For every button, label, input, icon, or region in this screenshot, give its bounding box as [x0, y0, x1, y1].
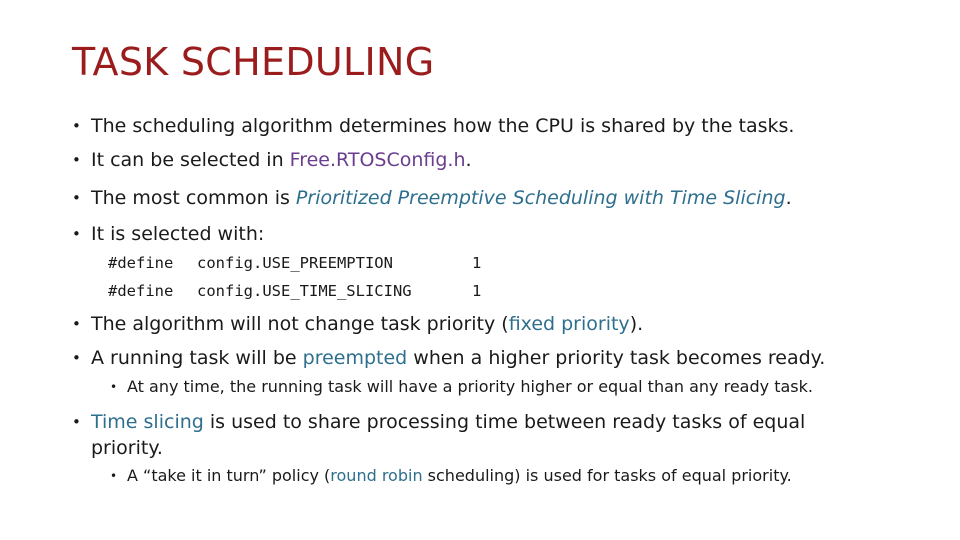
- bullet-marker: •: [72, 349, 81, 367]
- bullet-marker: •: [72, 225, 81, 243]
- scheduling-type-highlight: Prioritized Preemptive Scheduling with Time Slicing: [295, 187, 786, 209]
- bullet-fixed-priority: [91, 312, 643, 336]
- bullet-text: It can be selected in: [91, 149, 290, 171]
- bullet-text: ).: [629, 313, 644, 335]
- time-slicing-highlight: Time slicing: [91, 411, 204, 433]
- code-macro-value: 1: [472, 254, 482, 272]
- bullet-text: .: [465, 149, 472, 171]
- bullet-most-common: [91, 186, 792, 210]
- bullet-text: is used to share processing time between ready tasks of equal: [203, 411, 806, 433]
- code-macro-name: config.USE_PREEMPTION: [197, 254, 393, 272]
- slide-title: TASK SCHEDULING: [72, 40, 435, 84]
- sub-bullet-marker: •: [110, 380, 118, 394]
- bullet-marker: •: [72, 117, 81, 135]
- bullet-marker: •: [72, 315, 81, 333]
- sub-bullet-running-task: At any time, the running task will have a priority higher or equal than any ready task.: [127, 377, 813, 396]
- round-robin-highlight: round robin: [330, 466, 423, 485]
- sub-bullet-marker: •: [110, 469, 118, 483]
- bullet-text: .: [785, 187, 792, 209]
- bullet-time-slicing-continued: priority.: [91, 437, 163, 459]
- bullet-text: The algorithm will not change task priority (: [91, 313, 509, 335]
- code-macro-name: config.USE_TIME_SLICING: [197, 282, 412, 300]
- bullet-text: scheduling) is used for tasks of equal priority.: [422, 466, 792, 485]
- code-macro-value: 1: [472, 282, 482, 300]
- bullet-preempted: [91, 346, 825, 370]
- bullet-time-slicing: [91, 410, 805, 434]
- fixed-priority-highlight: fixed priority: [508, 313, 630, 335]
- bullet-marker: •: [72, 189, 81, 207]
- code-directive: #define: [108, 254, 174, 272]
- bullet-text: A running task will be: [91, 347, 303, 369]
- bullet-selected-in-config: [91, 148, 472, 172]
- code-directive: #define: [108, 282, 174, 300]
- sub-bullet-round-robin: [127, 464, 792, 488]
- bullet-marker: •: [72, 151, 81, 169]
- config-file-link: Free.RTOSConfig.h: [289, 149, 466, 171]
- bullet-selected-with: It is selected with:: [91, 223, 265, 245]
- bullet-text: A “take it in turn” policy (: [127, 466, 331, 485]
- bullet-scheduling-algorithm: The scheduling algorithm determines how the CPU is shared by the tasks.: [91, 115, 795, 137]
- bullet-text: The most common is: [91, 187, 296, 209]
- bullet-marker: •: [72, 413, 81, 431]
- bullet-text: when a higher priority task becomes ready.: [407, 347, 826, 369]
- preempted-highlight: preempted: [302, 347, 408, 369]
